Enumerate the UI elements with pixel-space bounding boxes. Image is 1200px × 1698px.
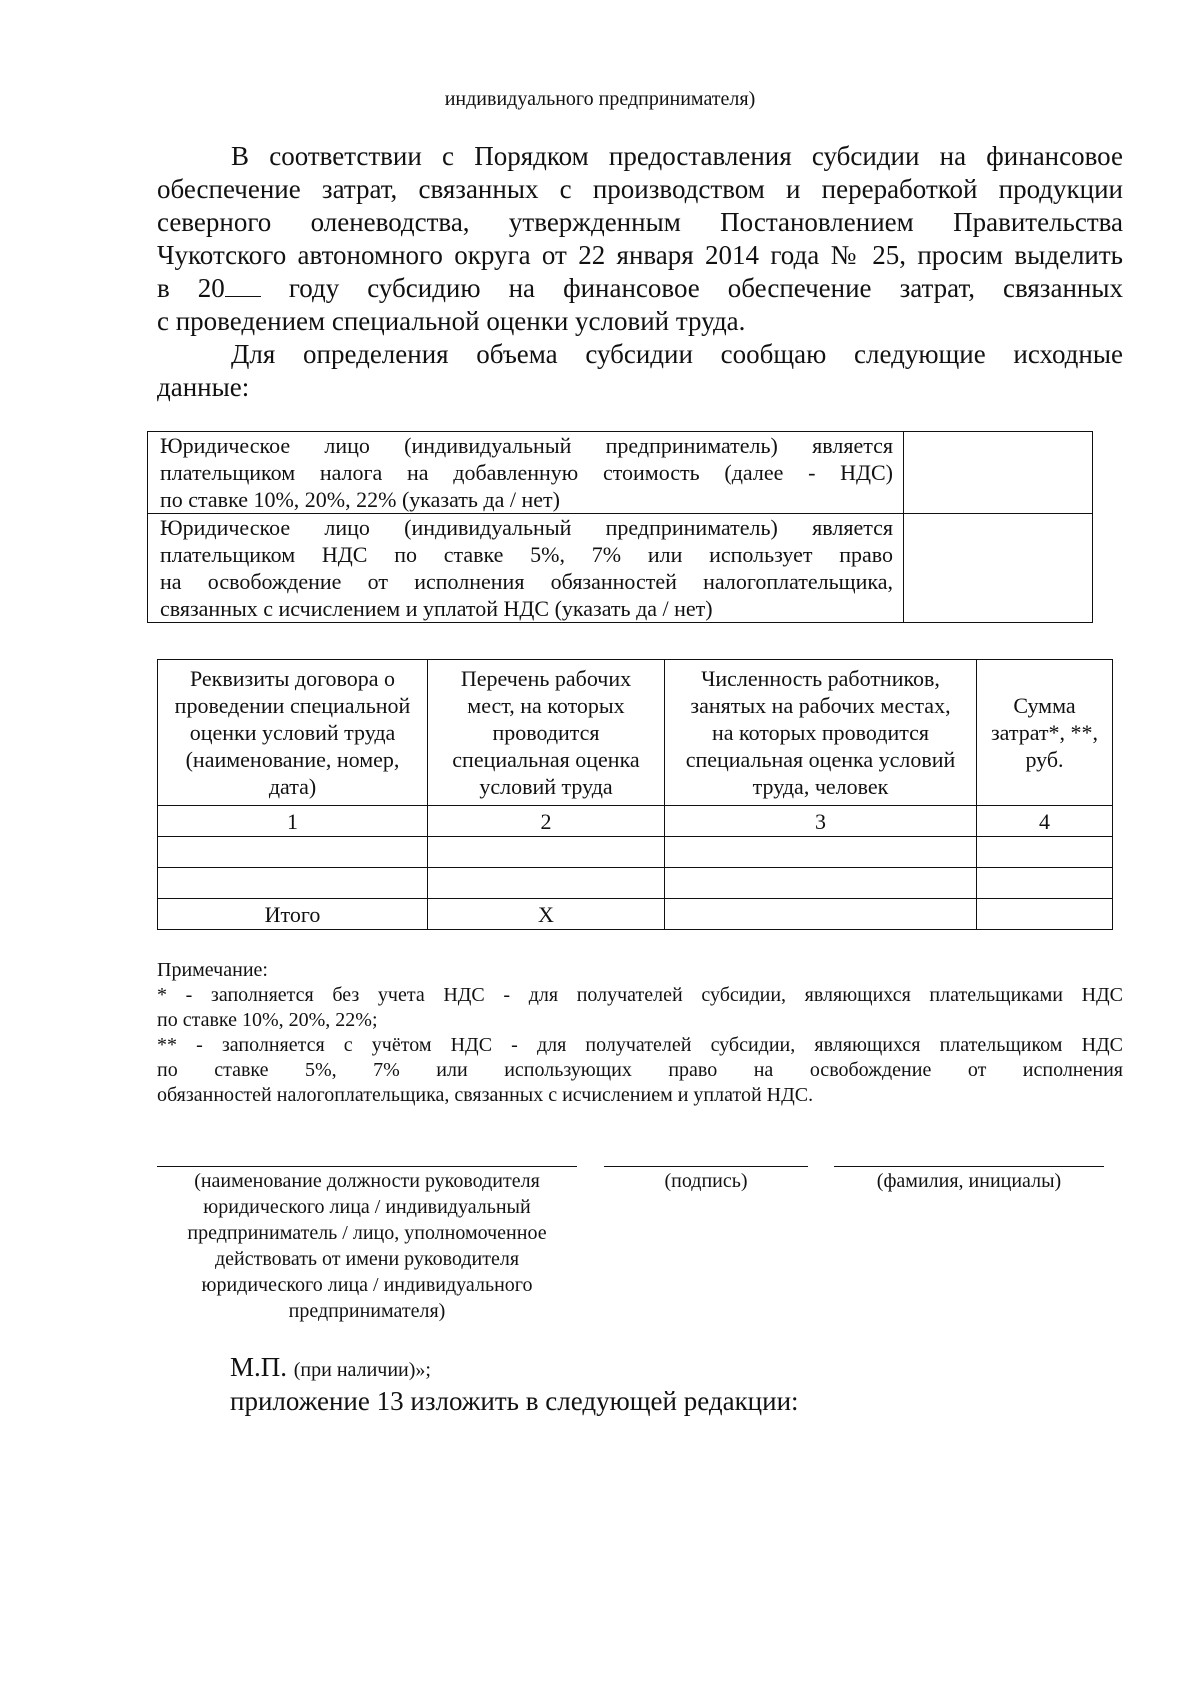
signature-caption: (подпись) <box>664 1170 748 1192</box>
header-line: на которых проводится <box>711 720 930 745</box>
stamp-label: М.П. <box>230 1352 288 1382</box>
note-1-line: * - заполняется без учета НДС - для получателей субсидии, являющихся плательщиками НДС <box>157 984 1123 1006</box>
year-prefix: в 20 <box>157 273 225 303</box>
table-cell[interactable] <box>158 837 428 868</box>
header-cost-sum <box>977 660 1113 806</box>
vat-q2-line: связанных с исчислением и уплатой НДС (указать да / нет) <box>160 596 713 621</box>
header-line: оценки условий труда <box>189 720 396 745</box>
caption-line: предпринимателя) <box>288 1300 446 1322</box>
column-number: 1 <box>158 806 428 837</box>
header-line: труда, человек <box>752 774 889 799</box>
intro-line-1: В соответствии с Порядком предоставления субсидии на финансовое <box>231 141 1123 171</box>
vat-row <box>148 514 1093 623</box>
cost-header-row <box>158 660 1113 806</box>
column-number: 4 <box>977 806 1113 837</box>
position-caption <box>147 1168 587 1324</box>
data-line-2: данные: <box>157 372 250 402</box>
header-line: (наименование, номер, <box>185 747 400 772</box>
table-cell[interactable] <box>428 837 665 868</box>
column-number-row <box>158 806 1113 837</box>
total-sum[interactable] <box>977 899 1113 930</box>
caption-line: (наименование должности руководителя <box>194 1170 540 1192</box>
vat-answer-1[interactable] <box>904 432 1093 514</box>
note-2-line: обязанностей налогоплательщика, связанных с исчислением и уплатой НДС. <box>157 1084 814 1106</box>
vat-q2-line: плательщиком НДС по ставке 5%, 7% или использует право <box>160 542 893 567</box>
year-blank <box>225 274 261 297</box>
note-1-line: по ставке 10%, 20%, 22%; <box>157 1009 378 1031</box>
position-signature-line <box>157 1166 577 1167</box>
header-line: специальная оценка <box>452 747 640 772</box>
header-line: руб. <box>1025 747 1064 772</box>
header-contract <box>158 660 428 806</box>
header-line: Численность работников, <box>701 666 940 691</box>
caption-line: юридического лица / индивидуальный <box>203 1196 531 1218</box>
header-workplaces <box>428 660 665 806</box>
table-row <box>158 868 1113 899</box>
name-caption: (фамилия, инициалы) <box>876 1170 1062 1192</box>
table-cell[interactable] <box>428 868 665 899</box>
vat-q2-line: на освобождение от исполнения обязанностей налогоплательщика, <box>160 569 893 594</box>
table-cell[interactable] <box>665 837 977 868</box>
vat-question-1 <box>148 432 904 514</box>
vat-q1-line: по ставке 10%, 20%, 22% (указать да / нет) <box>160 487 560 512</box>
table-cell[interactable] <box>977 868 1113 899</box>
intro-line-4: Чукотского автономного округа от 22 января 2014 года № 25, просим выделить <box>157 240 1123 270</box>
header-line: условий труда <box>479 774 613 799</box>
name-signature-line <box>834 1166 1104 1167</box>
caption-line: юридического лица / индивидуального <box>201 1274 533 1296</box>
header-line: затрат*, **, <box>990 720 1099 745</box>
year-suffix: году субсидию на финансовое обеспечение затрат, связанных <box>260 273 1123 303</box>
vat-row <box>148 432 1093 514</box>
header-line: Реквизиты договора о <box>189 666 396 691</box>
intro-line-6: с проведением специальной оценки условий труда. <box>157 306 746 336</box>
stamp-note: (при наличии)»; <box>293 1359 431 1381</box>
total-row <box>158 899 1113 930</box>
header-line: проводится <box>492 720 600 745</box>
table-cell[interactable] <box>665 868 977 899</box>
intro-line-2: обеспечение затрат, связанных с производством и переработкой продукции <box>157 174 1123 204</box>
caption-line: предприниматель / лицо, уполномоченное <box>187 1222 547 1244</box>
signature-line <box>604 1166 808 1167</box>
table-row <box>158 837 1113 868</box>
data-line-1: Для определения объема субсидии сообщаю следующие исходные <box>231 339 1123 369</box>
stamp-line <box>230 1352 431 1383</box>
cost-table <box>157 659 1113 930</box>
intro-line-5 <box>157 272 1123 305</box>
header-line: специальная оценка условий <box>685 747 956 772</box>
table-cell[interactable] <box>977 837 1113 868</box>
header-line: мест, на которых <box>467 693 625 718</box>
caption-line: действовать от имени руководителя <box>214 1248 520 1270</box>
vat-answer-2[interactable] <box>904 514 1093 623</box>
vat-status-table <box>147 431 1093 623</box>
total-label: Итого <box>158 899 428 930</box>
intro-line-3: северного оленеводства, утвержденным Постановлением Правительства <box>157 207 1123 237</box>
column-number: 2 <box>428 806 665 837</box>
vat-q2-line: Юридическое лицо (индивидуальный предприниматель) является <box>160 515 893 540</box>
notes-title: Примечание: <box>157 959 268 981</box>
heading-tail: индивидуального предпринимателя) <box>444 88 756 110</box>
vat-q1-line: плательщиком налога на добавленную стоимость (далее - НДС) <box>160 460 893 485</box>
note-2-line: по ставке 5%, 7% или использующих право на освобождение от исполнения <box>157 1059 1123 1081</box>
header-line: Перечень рабочих <box>460 666 632 691</box>
header-employees <box>665 660 977 806</box>
column-number: 3 <box>665 806 977 837</box>
vat-q1-line: Юридическое лицо (индивидуальный предприниматель) является <box>160 433 893 458</box>
annex-line: приложение 13 изложить в следующей редакции: <box>230 1386 799 1416</box>
notes-block <box>157 958 1123 1108</box>
total-employees[interactable] <box>665 899 977 930</box>
header-line: Сумма <box>1013 693 1076 718</box>
vat-question-2 <box>148 514 904 623</box>
note-2-line: ** - заполняется с учётом НДС - для получателей субсидии, являющихся плательщиком НДС <box>157 1034 1123 1056</box>
table-cell[interactable] <box>158 868 428 899</box>
header-line: занятых на рабочих местах, <box>690 693 951 718</box>
total-workplaces-x: Х <box>428 899 665 930</box>
header-line: проведении специальной <box>174 693 411 718</box>
header-line: дата) <box>268 774 317 799</box>
